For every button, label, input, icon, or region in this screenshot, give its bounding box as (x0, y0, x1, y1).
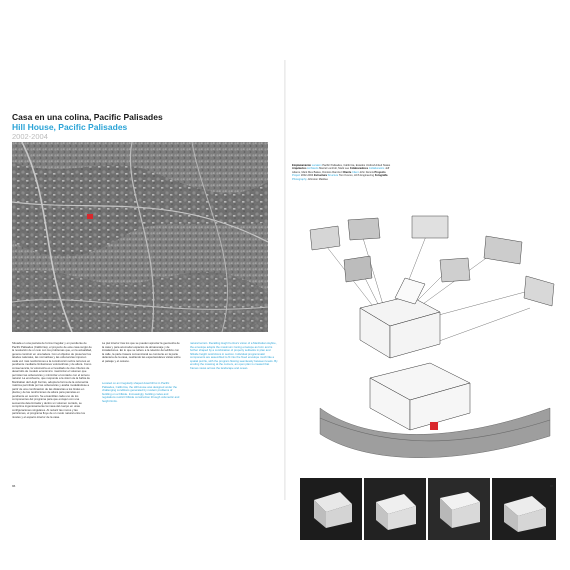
credit-project-en: Project (292, 174, 301, 178)
architectural-diagram (300, 208, 560, 470)
credit-architects-label: Arquitectos (292, 167, 307, 171)
credit-structure-label: Estructura (313, 174, 327, 178)
credit-collaborators-label: Colaboradores (349, 167, 369, 171)
credit-collaborators-value: Jeff Adams, Mark Mes Bakes, Dionisio Ramirez (292, 167, 390, 174)
credit-structure-en: Structure (327, 174, 339, 178)
project-years: 2002-2004 (12, 132, 48, 141)
book-spread (0, 60, 570, 500)
credit-location-label: Emplazamiento (292, 164, 312, 167)
aerial-photo-graphic (12, 142, 268, 332)
credit-photography-en: Photography (292, 177, 307, 181)
text-column-3: natural terrain. Recalling Hugh Ferriss's vision of a Manhattan skyline, the envelope adopts the maximum zoning envelope as form and is further shaped by a combination of property setbacks in plan and hillside height restrictions in section. Individual programmatic components are assembled to fit into the fixed envelope much like a spatial puzzle, with the program flowing seamlessly between levels. By eroding the massing at the corners, an open plan is created that frames views across the landscape and ocean. (190, 342, 278, 370)
credit-client-en: Client (352, 170, 359, 174)
credit-location-en: Location (311, 164, 322, 167)
model-photo-strip (300, 478, 556, 540)
title-spanish: Casa en una colina, Pacific Palisades (12, 112, 163, 122)
credit-architects-value: Marcel Lomholt, Mark Lee (319, 167, 350, 171)
model-photos-graphic (300, 478, 556, 540)
credit-client-value: John Dennis (359, 170, 374, 174)
page-gutter (284, 60, 286, 500)
credit-project-value: 2002-2004 (300, 174, 314, 178)
credit-project-label: Proyecto (374, 170, 386, 174)
site-marker (87, 214, 93, 219)
credit-client-label: Cliente (342, 170, 352, 174)
credit-collaborators-en: Collaborators (368, 167, 385, 171)
credit-photography-label: Fotografía (374, 174, 388, 178)
credit-architects-en: Architects (307, 167, 319, 171)
diagram-graphic (300, 208, 560, 470)
text-column-1: Situada en una parcela de forma irregular y en pendiente de Pacific Palisades (California), el proyecto de este casa surgió de la resolución de un reto con los problemas que, en la actualidad, genera construir en una ladera. Con el objetivo de preservar los taludes naturales, las normativas y las ordenanzas imponen cada vez más restricciones a la construcción sobre terrenos en pendiente mediante limitaciones volumétricas y de altura. Como consecuencia, la volumetría es el resultado de dos criterios de desarrollo de modelo económico: maximizar el volumen que permiten las ordenanzas y minimizar el contacto con el terreno natural. La envolvente, que responde a la visión de la bahía de Manhattan del Hugh Ferriss, adopta la forma de la volumetría máxima permitida por las ordenanzas y acaba modelándose a partir de una combinación de las distancias a los lindes en planta y de las restricciones de altura para parcelas en pendiente en sección. Se ensamblan cada uno de los componentes del programa para que encajen con una secuencia determinada y dentro un volumen cerrado, se comprime ingeniosamente la masa del cuerpo en unas configuraciones singulares. Al reducir las muros y las particiones, el programa fluye de un modo natural entre los niveles y el espacio interior de la casa. (12, 342, 92, 419)
text-column-2-english: Located on an irregularly shaped downhill lot in Pacific Palisades, California, the Hill House was designed under the challenging conditions generated by modern problems of building on a hillside. Increasingly, building codes and regulations restrict hillside construction through volumetric and height limits. (102, 382, 180, 403)
project-credits (292, 164, 392, 208)
credit-location-value: Pacific Palisades, California, Estados Unidos/United States (322, 164, 391, 167)
text-column-2: La piel interior tras los que se pueden apreciar la geometría de la casa y para acomodar espacios de almacenaje y de instalaciones. En lo que se refiere a la relación del edificio con la calle, la parte trasera convencional se convierte en la parte delantera de la casa, realzando las espectaculares vistas sobre el paisaje y el océano. (102, 342, 181, 363)
page-number-right: 97 (550, 484, 554, 488)
credit-photography-value: Johnston Marklee (307, 177, 328, 181)
page-number-left: 96 (12, 484, 16, 488)
aerial-photograph (12, 142, 268, 332)
title-english: Hill House, Pacific Palisades (12, 122, 128, 132)
credit-structure-value: Tom Kosmo, HCS Engineering (338, 174, 375, 178)
